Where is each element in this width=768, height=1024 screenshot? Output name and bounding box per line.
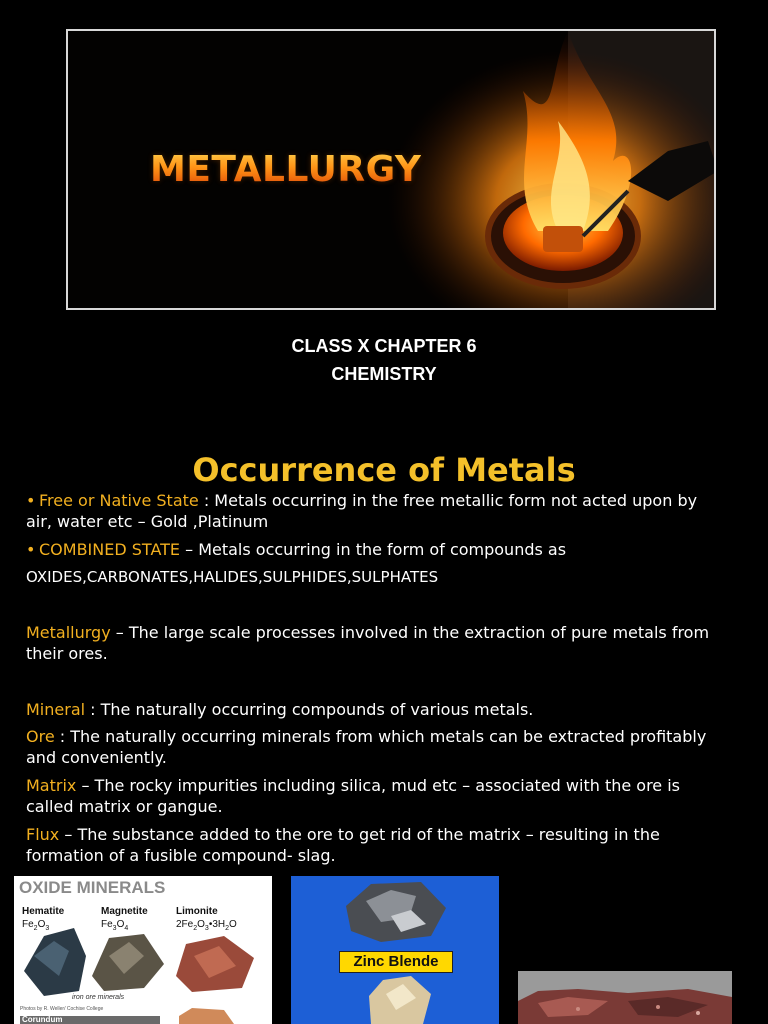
subject-line: CHEMISTRY	[331, 364, 437, 384]
definition-matrix	[26, 775, 726, 817]
zinc-blende-image	[291, 876, 499, 1024]
definition-mineral-text: : The naturally occurring compounds of various metals.	[85, 700, 534, 719]
oxide-card-title: OXIDE MINERALS	[19, 878, 166, 897]
bullet-icon: •	[26, 540, 36, 559]
term-metallurgy: Metallurgy	[26, 623, 111, 642]
mineral-formula-limonite: $2Fe_2O_3•3H_2O$	[176, 919, 237, 932]
title-banner	[66, 29, 716, 310]
definition-ore	[26, 726, 726, 768]
oxide-card-credit: Photos by R. Weller/ Cochise College	[20, 1006, 104, 1012]
definition-flux-text: – The substance added to the ore to get rid of the matrix – resulting in the formation of a fusible compound- slag.	[26, 825, 660, 865]
mineral-formula-hematite: $Fe_2O_3$	[22, 919, 50, 932]
ore-rock-image	[518, 971, 732, 1024]
section-heading: Occurrence of Metals	[192, 451, 576, 489]
bullet-free-state	[26, 490, 726, 532]
class-chapter-line: CLASS X CHAPTER 6	[291, 336, 477, 356]
mineral-name-hematite: Hematite	[22, 906, 65, 917]
bullet-combined-state-text: – Metals occurring in the form of compounds as	[180, 540, 567, 559]
combined-compounds-line: OXIDES,CARBONATES,HALIDES,SULPHIDES,SULPHATES	[26, 568, 439, 586]
definition-mineral	[26, 699, 726, 720]
term-ore: Ore	[26, 727, 55, 746]
bullet-combined-state	[26, 539, 726, 560]
term-flux: Flux	[26, 825, 60, 844]
bullet-icon: •	[26, 491, 36, 510]
oxide-minerals-image	[14, 876, 272, 1024]
definition-metallurgy	[26, 622, 726, 664]
zinc-blende-label: Zinc Blende	[339, 951, 453, 973]
next-card-label: Corundum	[22, 1015, 63, 1024]
banner-title: METALLURGY	[150, 149, 422, 190]
term-free-state: Free or Native State	[39, 491, 199, 510]
oxide-card-caption: iron ore minerals	[72, 994, 125, 1001]
definition-ore-text: : The naturally occurring minerals from which metals can be extracted profitably and conveniently.	[26, 727, 707, 767]
definition-flux	[26, 824, 726, 866]
mineral-name-magnetite: Magnetite	[101, 906, 148, 917]
mineral-name-limonite: Limonite	[176, 906, 218, 917]
term-mineral: Mineral	[26, 700, 86, 719]
red-ore-rock	[518, 971, 732, 1024]
term-matrix: Matrix	[26, 776, 77, 795]
definition-metallurgy-text: – The large scale processes involved in the extraction of pure metals from their ores.	[26, 623, 710, 663]
mineral-formula-magnetite: $Fe_3O_4$	[101, 919, 129, 932]
mineral-rocks-illustration	[14, 876, 272, 1024]
zinc-blende-rocks	[291, 876, 499, 1024]
definition-matrix-text: – The rocky impurities including silica, mud etc – associated with the ore is called matrix or gangue.	[26, 776, 681, 816]
term-combined-state: COMBINED STATE	[39, 540, 181, 559]
bullet-free-state-text: : Metals occurring in the free metallic form not acted upon by air, water etc – Gold ,Platinum	[26, 491, 698, 531]
